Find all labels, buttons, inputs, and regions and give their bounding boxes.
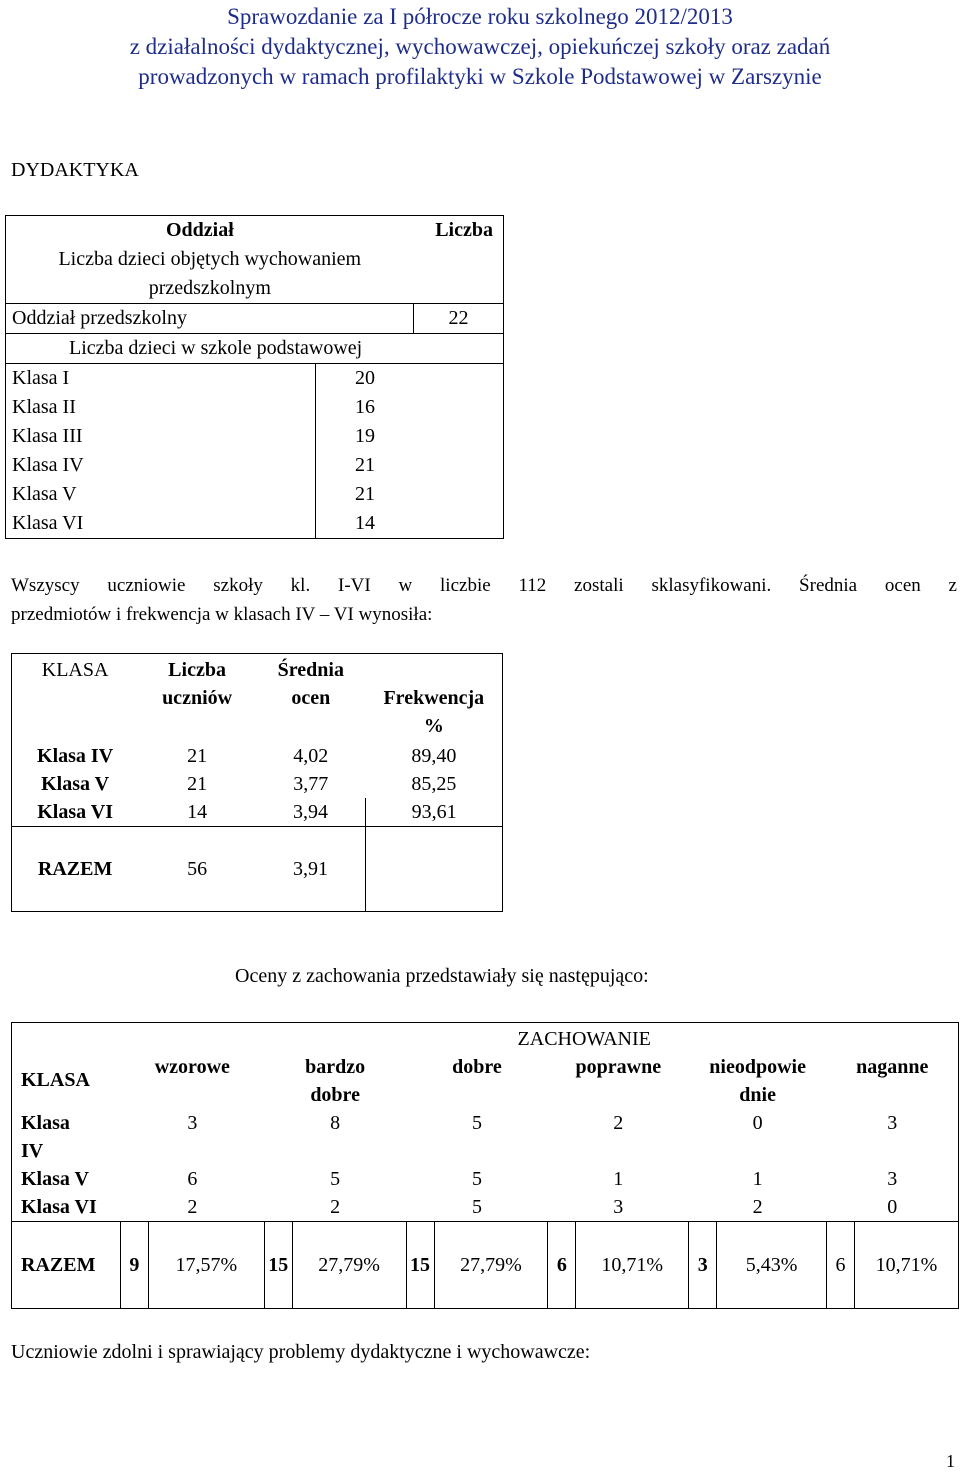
total-percent: 5,43% — [717, 1222, 827, 1309]
preschool-label: Oddział przedszkolny — [6, 304, 414, 334]
cell-value: 2 — [120, 1193, 264, 1222]
col-bardzo-2: dobre — [310, 1084, 360, 1106]
paragraph-line-1: Wszyscy uczniowie szkoły kl. I-VI w liczbie 112 zostali sklasyfikowani. Średnia ocen z — [11, 575, 957, 596]
cell-value: 5 — [471, 1112, 482, 1134]
header-zachowanie: ZACHOWANIE — [517, 1028, 651, 1050]
header-klasa-text: KLASA — [41, 659, 109, 681]
cell-value: 5 — [330, 1168, 341, 1190]
class-value: 21 — [354, 454, 375, 476]
table-row — [6, 451, 504, 480]
table-row — [6, 422, 504, 451]
table-row — [6, 393, 504, 422]
total-percent: 10,71% — [576, 1222, 689, 1309]
row-srednia: 4,02 — [293, 745, 329, 767]
class-value: 19 — [354, 425, 375, 447]
row-klasa-1: Klasa — [21, 1112, 70, 1134]
total-count: 9 — [120, 1222, 148, 1309]
total-row — [12, 1222, 959, 1309]
total-count: 6 — [827, 1222, 855, 1309]
header-liczba-2: uczniów — [162, 687, 233, 709]
header-frekwencja-2: % — [423, 715, 444, 737]
class-value: 14 — [354, 512, 375, 534]
total-count: 15 — [264, 1222, 292, 1309]
cell-value: 2 — [613, 1112, 624, 1134]
grades-attendance-table — [11, 653, 503, 912]
col-poprawne: poprawne — [575, 1056, 662, 1078]
cell-value: 3 — [887, 1168, 898, 1190]
total-label: RAZEM — [21, 1254, 96, 1276]
class-count-table — [5, 215, 504, 539]
header-liczba-1: Liczba — [168, 659, 226, 681]
cell-value: 0 — [827, 1193, 959, 1222]
class-label: Klasa IV — [6, 451, 316, 480]
total-liczba: 56 — [187, 858, 208, 880]
cell-value: 3 — [548, 1193, 689, 1222]
footer-text: Uczniowie zdolni i sprawiający problemy dydaktyczne i wychowawcze: — [11, 1341, 591, 1363]
title-line-2: z działalności dydaktycznej, wychowawczej, opiekuńczej szkoły oraz zadań — [129, 34, 831, 59]
total-percent: 17,57% — [148, 1222, 264, 1309]
col-nieodp-1: nieodpowie — [709, 1056, 806, 1078]
table-row — [6, 509, 504, 539]
header-oddzial: Oddział — [166, 219, 234, 241]
cell-value: 1 — [613, 1168, 624, 1190]
table-row — [12, 1165, 959, 1193]
class-value: 21 — [354, 483, 375, 505]
header-frekwencja-1: Frekwencja — [383, 687, 485, 709]
row-klasa: Klasa VI — [12, 1193, 121, 1222]
cell-value: 2 — [689, 1193, 827, 1222]
total-count: 6 — [548, 1222, 576, 1309]
class-label: Klasa III — [6, 422, 316, 451]
row-liczba: 21 — [187, 773, 208, 795]
preschool-value: 22 — [414, 304, 504, 334]
paragraph-line-2: przedmiotów i frekwencja w klasach IV – VI wynosiła: — [11, 604, 433, 625]
row-frekwencja: 93,61 — [366, 798, 503, 827]
cell-value: 0 — [752, 1112, 763, 1134]
class-label: Klasa V — [6, 480, 316, 509]
table-row — [6, 480, 504, 509]
cell-value: 5 — [406, 1193, 548, 1222]
row-klasa-2: IV — [21, 1140, 44, 1162]
table-row — [12, 1109, 959, 1165]
row-srednia: 3,77 — [293, 773, 329, 795]
summary-paragraph — [11, 571, 957, 629]
preschool-heading: Liczba dzieci objętych wychowaniem — [58, 248, 362, 270]
row-frekwencja: 85,25 — [411, 773, 457, 795]
row-liczba: 14 — [138, 798, 256, 827]
class-value: 16 — [354, 396, 375, 418]
col-bardzo-1: bardzo — [305, 1056, 366, 1078]
header-klasa: KLASA — [21, 1069, 90, 1091]
header-srednia — [256, 654, 366, 743]
behavior-heading: Oceny z zachowania przedstawiały się następująco: — [235, 965, 649, 987]
row-klasa: Klasa V — [41, 773, 110, 795]
cell-value: 6 — [187, 1168, 198, 1190]
cell-value: 1 — [752, 1168, 763, 1190]
table-row — [12, 770, 503, 798]
title-line-3: prowadzonych w ramach profilaktyki w Szkole Podstawowej w Zarszynie — [138, 64, 822, 89]
col-bardzo-dobre — [264, 1053, 406, 1109]
section-heading: DYDAKTYKA — [11, 159, 139, 181]
row-klasa: Klasa VI — [12, 798, 139, 827]
page-number: 1 — [946, 1451, 955, 1471]
table-row — [12, 1193, 959, 1222]
document-title — [0, 2, 960, 92]
col-dobre: dobre — [452, 1056, 502, 1078]
class-value: 20 — [316, 364, 414, 394]
header-frekwencja — [366, 654, 503, 743]
total-srednia: 3,91 — [256, 827, 366, 912]
row-frekwencja: 89,40 — [411, 745, 457, 767]
header-srednia-2: ocen — [291, 687, 331, 709]
row-srednia: 3,94 — [256, 798, 366, 827]
row-klasa: Klasa V — [21, 1168, 89, 1190]
school-heading: Liczba dzieci w szkole podstawowej — [69, 337, 363, 359]
class-label: Klasa I — [6, 364, 316, 394]
table-row — [12, 742, 503, 770]
total-percent: 10,71% — [855, 1222, 959, 1309]
row-liczba: 21 — [187, 745, 208, 767]
table-row — [6, 364, 504, 394]
total-row — [12, 827, 503, 912]
total-count: 3 — [689, 1222, 717, 1309]
cell-value: 5 — [471, 1168, 482, 1190]
behavior-table — [11, 1022, 959, 1309]
header-klasa — [12, 654, 139, 743]
col-naganne: naganne — [856, 1056, 929, 1078]
cell-value: 2 — [264, 1193, 406, 1222]
cell-value: 3 — [187, 1112, 198, 1134]
header-liczba — [138, 654, 256, 743]
total-percent: 27,79% — [434, 1222, 548, 1309]
total-count: 15 — [406, 1222, 434, 1309]
cell-value: 3 — [887, 1112, 898, 1134]
cell-value: 8 — [330, 1112, 341, 1134]
table-row — [12, 798, 503, 827]
class-label: Klasa II — [6, 393, 316, 422]
row-klasa: Klasa IV — [37, 745, 114, 767]
header-liczba: Liczba — [435, 219, 493, 241]
header-srednia-1: Średnia — [277, 659, 344, 681]
preschool-heading-2: przedszkolnym — [148, 277, 271, 299]
col-nieodpowiednie — [689, 1053, 827, 1109]
col-wzorowe: wzorowe — [154, 1056, 230, 1078]
total-label: RAZEM — [37, 858, 113, 880]
col-nieodp-2: dnie — [739, 1084, 776, 1106]
class-label: Klasa VI — [6, 509, 316, 539]
title-line-1: Sprawozdanie za I półrocze roku szkolnego 2012/2013 — [227, 4, 733, 29]
row-klasa — [12, 1109, 121, 1165]
total-percent: 27,79% — [292, 1222, 406, 1309]
